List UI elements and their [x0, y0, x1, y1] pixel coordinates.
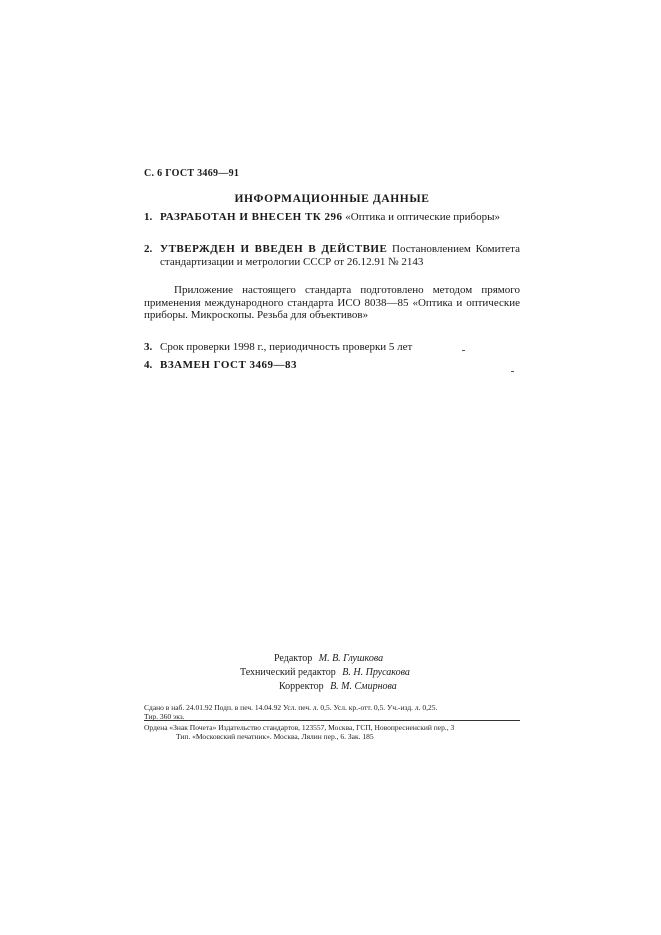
item-number: 1. [144, 211, 153, 223]
info-item-4 [144, 359, 520, 372]
item-lead: ВЗАМЕН ГОСТ 3469—83 [160, 359, 298, 371]
item-text: «Оптика и оптические приборы» [345, 211, 501, 223]
item-lead: УТВЕРЖДЕН И ВВЕДЕН В ДЕЙСТВИЕ [160, 243, 388, 255]
credit-editor: Редактор М. В. Глушкова [274, 653, 384, 664]
running-head: С. 6 ГОСТ 3469—91 [144, 168, 240, 179]
item-number: 3. [144, 341, 153, 353]
publisher-info [144, 723, 520, 741]
section-title: ИНФОРМАЦИОННЫЕ ДАННЫЕ [234, 193, 430, 205]
scan-speck [511, 371, 514, 372]
item-number: 4. [144, 359, 153, 371]
appendix-note [144, 284, 520, 322]
info-item-1 [144, 211, 520, 224]
publisher-line: Тип. «Московский печатник». Москва, Лялин пер., 6. Зак. 185 [176, 732, 374, 741]
item-text: Срок проверки 1998 г., периодичность проверки 5 лет [160, 341, 413, 353]
scan-speck [462, 350, 465, 351]
item-number: 2. [144, 243, 153, 255]
appendix-note-text: Приложение настоящего стандарта подготовлено методом прямого применения международного стандарта ИСО 8038—85 «Оптика и оптические приборы. Микроскопы. Резьба для объективов» [144, 284, 520, 321]
print-imprint [144, 703, 520, 721]
credit-proofreader: Корректор В. М. Смирнова [279, 681, 397, 692]
imprint-divider [144, 720, 520, 721]
item-text: Постановлением Комитета стандартизации и метрологии СССР от 26.12.91 № 2143 [160, 243, 521, 268]
imprint-line: Сдано в наб. 24.01.92 Подп. в печ. 14.04.92 Усл. печ. л. 0,5. Усл. кр.-отт. 0,5. Уч.-изд. л. 0,25. [144, 703, 438, 712]
publisher-line: Ордена «Знак Почета» Издательство стандартов, 123557, Москва, ГСП, Новопресненский пер., 3 [144, 723, 455, 732]
imprint-line: Тир. 360 экз. [144, 712, 185, 721]
item-lead: РАЗРАБОТАН И ВНЕСЕН ТК 296 [160, 211, 343, 223]
info-item-3 [144, 341, 520, 354]
editorial-credits [200, 652, 500, 694]
credit-technical-editor: Технический редактор В. Н. Прусакова [240, 667, 410, 678]
info-item-2 [144, 243, 520, 268]
